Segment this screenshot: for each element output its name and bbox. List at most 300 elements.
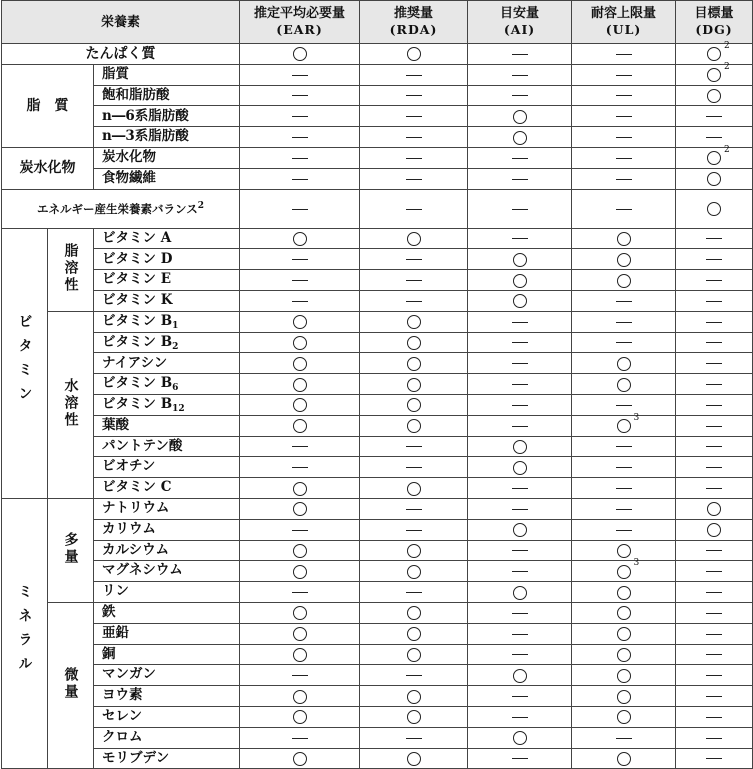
value-cell-rda bbox=[360, 582, 468, 603]
circle-mark bbox=[617, 688, 631, 704]
nutrient-name: ビタミン A bbox=[94, 228, 240, 249]
dash-icon bbox=[512, 696, 528, 697]
dash-mark bbox=[706, 314, 722, 330]
value-cell-ear bbox=[240, 290, 360, 311]
value-cell-rda bbox=[360, 228, 468, 249]
dash-mark bbox=[616, 459, 632, 475]
nutrient-name: リン bbox=[94, 582, 240, 603]
circle-mark bbox=[293, 750, 307, 766]
dash-mark bbox=[706, 272, 722, 288]
value-cell-ul bbox=[572, 85, 676, 106]
value-cell-ai bbox=[468, 748, 572, 769]
circle-mark bbox=[707, 201, 721, 217]
nutrient-name: ビタミン C bbox=[94, 478, 240, 499]
value-cell-dg bbox=[676, 270, 753, 291]
dietary-reference-intake-table bbox=[1, 0, 753, 769]
footnote-number: 2 bbox=[724, 144, 730, 155]
dash-mark bbox=[512, 46, 528, 62]
value-cell-ear bbox=[240, 64, 360, 85]
dash-icon bbox=[706, 363, 722, 364]
circle-mark bbox=[707, 144, 730, 166]
dash-icon bbox=[406, 675, 422, 676]
circle-icon bbox=[293, 232, 307, 246]
dash-mark bbox=[292, 201, 308, 217]
value-cell-ear bbox=[240, 478, 360, 499]
circle-icon bbox=[617, 648, 631, 662]
circle-mark bbox=[617, 412, 640, 434]
circle-mark bbox=[407, 314, 421, 330]
value-cell-ear bbox=[240, 168, 360, 189]
value-cell-dg bbox=[676, 748, 753, 769]
circle-mark bbox=[513, 584, 527, 600]
dash-icon bbox=[292, 75, 308, 76]
dash-mark bbox=[616, 522, 632, 538]
nutrient-name: カルシウム bbox=[94, 540, 240, 561]
dash-mark bbox=[292, 150, 308, 166]
circle-icon bbox=[407, 544, 421, 558]
circle-icon bbox=[617, 357, 631, 371]
nutrient-name: ヨウ素 bbox=[94, 686, 240, 707]
value-cell-rda bbox=[360, 436, 468, 457]
dash-icon bbox=[406, 467, 422, 468]
dash-mark bbox=[406, 87, 422, 103]
value-cell-ai bbox=[468, 270, 572, 291]
circle-mark bbox=[617, 709, 631, 725]
dash-mark bbox=[616, 334, 632, 350]
value-cell-ul bbox=[572, 478, 676, 499]
value-cell-dg bbox=[676, 540, 753, 561]
circle-mark bbox=[293, 605, 307, 621]
table-row bbox=[2, 189, 753, 228]
circle-icon bbox=[707, 172, 721, 186]
nutrient-name: ビタミン E bbox=[94, 270, 240, 291]
circle-mark bbox=[293, 626, 307, 642]
value-cell-dg bbox=[676, 290, 753, 311]
value-cell-rda bbox=[360, 686, 468, 707]
nutrient-name: セレン bbox=[94, 706, 240, 727]
value-cell-dg bbox=[676, 644, 753, 665]
circle-mark bbox=[293, 334, 307, 350]
value-cell-ai bbox=[468, 436, 572, 457]
value-cell-ai bbox=[468, 168, 572, 189]
dash-icon bbox=[512, 758, 528, 759]
dash-mark bbox=[292, 67, 308, 83]
value-cell-ul bbox=[572, 394, 676, 415]
value-cell-rda bbox=[360, 706, 468, 727]
circle-mark bbox=[407, 376, 421, 392]
nutrient-name: マンガン bbox=[94, 665, 240, 686]
dash-icon bbox=[616, 342, 632, 343]
table-row bbox=[2, 415, 753, 436]
nutrient-name: ビオチン bbox=[94, 457, 240, 478]
table-row bbox=[2, 540, 753, 561]
value-cell-ai bbox=[468, 228, 572, 249]
dash-icon bbox=[512, 342, 528, 343]
circle-icon bbox=[407, 398, 421, 412]
nutrient-name: カリウム bbox=[94, 519, 240, 540]
dash-mark bbox=[616, 150, 632, 166]
circle-mark bbox=[513, 129, 527, 145]
dash-mark bbox=[706, 750, 722, 766]
dash-mark bbox=[292, 251, 308, 267]
dash-icon bbox=[512, 158, 528, 159]
nutrient-name: 葉酸 bbox=[94, 415, 240, 436]
dash-mark bbox=[616, 480, 632, 496]
dash-mark bbox=[706, 334, 722, 350]
dash-icon bbox=[706, 488, 722, 489]
value-cell-dg bbox=[676, 665, 753, 686]
dash-mark bbox=[706, 129, 722, 145]
nutrient-name: たんぱく質 bbox=[2, 44, 240, 65]
value-cell-ai bbox=[468, 623, 572, 644]
value-cell-ear bbox=[240, 44, 360, 65]
value-cell-ear bbox=[240, 748, 360, 769]
dash-icon bbox=[292, 280, 308, 281]
dash-icon bbox=[616, 301, 632, 302]
circle-icon bbox=[513, 110, 527, 124]
circle-mark bbox=[513, 293, 527, 309]
value-cell-dg bbox=[676, 332, 753, 353]
circle-mark bbox=[407, 542, 421, 558]
dash-icon bbox=[512, 509, 528, 510]
circle-mark bbox=[617, 667, 631, 683]
table-row bbox=[2, 249, 753, 270]
value-cell-dg bbox=[676, 561, 753, 582]
table-row bbox=[2, 290, 753, 311]
dash-icon bbox=[706, 322, 722, 323]
dash-mark bbox=[706, 397, 722, 413]
value-cell-rda bbox=[360, 394, 468, 415]
dash-icon bbox=[292, 158, 308, 159]
circle-icon bbox=[407, 378, 421, 392]
circle-mark bbox=[513, 459, 527, 475]
value-cell-ai bbox=[468, 665, 572, 686]
dash-mark bbox=[706, 584, 722, 600]
circle-mark bbox=[293, 501, 307, 517]
nutrient-name: 飽和脂肪酸 bbox=[94, 85, 240, 106]
value-cell-dg bbox=[676, 61, 753, 85]
dash-icon bbox=[406, 95, 422, 96]
dash-mark bbox=[616, 501, 632, 517]
group-mineral: ミネラル bbox=[2, 498, 48, 768]
circle-icon bbox=[407, 419, 421, 433]
value-cell-ul bbox=[572, 249, 676, 270]
value-cell-rda bbox=[360, 85, 468, 106]
dash-icon bbox=[706, 675, 722, 676]
value-cell-rda bbox=[360, 127, 468, 148]
dash-mark bbox=[406, 171, 422, 187]
value-cell-dg bbox=[676, 394, 753, 415]
circle-mark bbox=[617, 251, 631, 267]
dash-icon bbox=[292, 179, 308, 180]
dash-mark bbox=[406, 522, 422, 538]
value-cell-dg bbox=[676, 519, 753, 540]
dash-mark bbox=[512, 376, 528, 392]
dash-mark bbox=[706, 667, 722, 683]
table-row bbox=[2, 498, 753, 519]
dash-icon bbox=[706, 405, 722, 406]
table-row bbox=[2, 311, 753, 332]
value-cell-ul bbox=[572, 623, 676, 644]
dash-mark bbox=[292, 667, 308, 683]
value-cell-ul bbox=[572, 290, 676, 311]
nutrient-name: 食物繊維 bbox=[94, 168, 240, 189]
circle-icon bbox=[293, 544, 307, 558]
value-cell-ul bbox=[572, 374, 676, 395]
circle-icon bbox=[407, 606, 421, 620]
circle-icon bbox=[293, 502, 307, 516]
dash-mark bbox=[406, 459, 422, 475]
value-cell-dg bbox=[676, 106, 753, 127]
value-cell-ear bbox=[240, 561, 360, 582]
dash-icon bbox=[512, 75, 528, 76]
value-cell-ul bbox=[572, 706, 676, 727]
dash-mark bbox=[512, 418, 528, 434]
dash-icon bbox=[292, 95, 308, 96]
value-cell-rda bbox=[360, 249, 468, 270]
dash-mark bbox=[406, 584, 422, 600]
table-row bbox=[2, 353, 753, 374]
value-cell-ear bbox=[240, 582, 360, 603]
dash-icon bbox=[512, 322, 528, 323]
dash-mark bbox=[512, 355, 528, 371]
dash-mark bbox=[512, 201, 528, 217]
circle-mark bbox=[617, 376, 631, 392]
table-row bbox=[2, 686, 753, 707]
table-row bbox=[2, 623, 753, 644]
table-row bbox=[2, 478, 753, 499]
dash-mark bbox=[406, 129, 422, 145]
value-cell-rda bbox=[360, 457, 468, 478]
dash-icon bbox=[706, 238, 722, 239]
circle-icon bbox=[293, 606, 307, 620]
nutrient-name: パントテン酸 bbox=[94, 436, 240, 457]
circle-mark bbox=[293, 646, 307, 662]
value-cell-ul bbox=[572, 106, 676, 127]
circle-mark bbox=[617, 750, 631, 766]
value-cell-ai bbox=[468, 290, 572, 311]
value-cell-ai bbox=[468, 498, 572, 519]
dash-icon bbox=[512, 238, 528, 239]
dash-icon bbox=[292, 137, 308, 138]
dash-mark bbox=[406, 150, 422, 166]
dash-icon bbox=[616, 738, 632, 739]
group-lipid: 脂 質 bbox=[2, 64, 94, 147]
value-cell-dg bbox=[676, 457, 753, 478]
value-cell-ear bbox=[240, 498, 360, 519]
dash-icon bbox=[616, 116, 632, 117]
circle-mark bbox=[617, 558, 640, 579]
dash-mark bbox=[706, 230, 722, 246]
dash-mark bbox=[292, 584, 308, 600]
dash-icon bbox=[706, 654, 722, 655]
dash-icon bbox=[706, 259, 722, 260]
value-cell-ai bbox=[468, 106, 572, 127]
value-cell-dg bbox=[676, 374, 753, 395]
circle-mark bbox=[707, 87, 721, 103]
value-cell-ul bbox=[572, 228, 676, 249]
nutrient-name: マグネシウム bbox=[94, 561, 240, 582]
group-fat-soluble: 脂溶性 bbox=[48, 228, 94, 311]
value-cell-ai bbox=[468, 353, 572, 374]
value-cell-rda bbox=[360, 602, 468, 623]
dash-mark bbox=[616, 87, 632, 103]
circle-icon bbox=[707, 89, 721, 103]
dash-icon bbox=[616, 488, 632, 489]
value-cell-ear bbox=[240, 332, 360, 353]
dash-mark bbox=[706, 709, 722, 725]
header-dg: 目標量 (DG) bbox=[676, 1, 753, 44]
circle-mark bbox=[513, 251, 527, 267]
dash-icon bbox=[706, 717, 722, 718]
value-cell-ai bbox=[468, 64, 572, 85]
circle-mark bbox=[293, 542, 307, 558]
value-cell-ul bbox=[572, 44, 676, 65]
circle-mark bbox=[293, 376, 307, 392]
value-cell-ear bbox=[240, 727, 360, 748]
value-cell-ai bbox=[468, 311, 572, 332]
circle-mark bbox=[407, 605, 421, 621]
dash-mark bbox=[406, 501, 422, 517]
value-cell-dg bbox=[676, 582, 753, 603]
dash-mark bbox=[512, 542, 528, 558]
group-macro: 多量 bbox=[48, 498, 94, 602]
value-cell-ai bbox=[468, 561, 572, 582]
table-row bbox=[2, 85, 753, 106]
value-cell-ear bbox=[240, 394, 360, 415]
dash-mark bbox=[512, 626, 528, 642]
dash-mark bbox=[706, 418, 722, 434]
dash-mark bbox=[616, 293, 632, 309]
dash-icon bbox=[616, 75, 632, 76]
circle-icon bbox=[617, 710, 631, 724]
circle-mark bbox=[293, 46, 307, 62]
group-vitamin: ビタミン bbox=[2, 228, 48, 498]
value-cell-rda bbox=[360, 519, 468, 540]
header-ear: 推定平均必要量 (EAR) bbox=[240, 1, 360, 44]
nutrient-name: ナトリウム bbox=[94, 498, 240, 519]
circle-mark bbox=[513, 522, 527, 538]
table-row bbox=[2, 127, 753, 148]
dash-icon bbox=[706, 738, 722, 739]
circle-icon bbox=[293, 752, 307, 766]
value-cell-rda bbox=[360, 64, 468, 85]
dash-mark bbox=[512, 397, 528, 413]
circle-icon bbox=[513, 253, 527, 267]
dash-mark bbox=[512, 230, 528, 246]
dash-mark bbox=[706, 730, 722, 746]
dash-icon bbox=[512, 550, 528, 551]
value-cell-ai bbox=[468, 394, 572, 415]
circle-icon bbox=[293, 378, 307, 392]
value-cell-ai bbox=[468, 478, 572, 499]
dash-icon bbox=[406, 75, 422, 76]
circle-icon bbox=[293, 565, 307, 579]
nutrient-name: クロム bbox=[94, 727, 240, 748]
table-row bbox=[2, 748, 753, 769]
value-cell-ul bbox=[572, 686, 676, 707]
value-cell-ul bbox=[572, 64, 676, 85]
value-cell-rda bbox=[360, 478, 468, 499]
circle-mark bbox=[407, 480, 421, 496]
dash-mark bbox=[512, 87, 528, 103]
circle-icon bbox=[293, 357, 307, 371]
value-cell-ai bbox=[468, 706, 572, 727]
value-cell-ear bbox=[240, 249, 360, 270]
dash-mark bbox=[406, 67, 422, 83]
dash-icon bbox=[406, 116, 422, 117]
value-cell-dg bbox=[676, 415, 753, 436]
dash-icon bbox=[406, 301, 422, 302]
dash-icon bbox=[616, 137, 632, 138]
value-cell-dg bbox=[676, 478, 753, 499]
circle-icon bbox=[617, 378, 631, 392]
value-cell-ai bbox=[468, 644, 572, 665]
value-cell-ai bbox=[468, 457, 572, 478]
dash-icon bbox=[292, 301, 308, 302]
circle-icon bbox=[617, 274, 631, 288]
value-cell-dg bbox=[676, 436, 753, 457]
dash-mark bbox=[406, 667, 422, 683]
value-cell-ul bbox=[572, 558, 676, 582]
dash-icon bbox=[406, 530, 422, 531]
dash-mark bbox=[406, 251, 422, 267]
circle-icon bbox=[293, 398, 307, 412]
circle-icon bbox=[617, 544, 631, 558]
value-cell-ul bbox=[572, 412, 676, 436]
nutrient-name: n―6系脂肪酸 bbox=[94, 106, 240, 127]
value-cell-rda bbox=[360, 644, 468, 665]
value-cell-dg bbox=[676, 686, 753, 707]
dash-icon bbox=[616, 446, 632, 447]
dash-icon bbox=[706, 342, 722, 343]
dash-icon bbox=[512, 405, 528, 406]
table-row bbox=[2, 561, 753, 582]
dash-icon bbox=[706, 696, 722, 697]
dash-mark bbox=[706, 293, 722, 309]
value-cell-ul bbox=[572, 540, 676, 561]
value-cell-ear bbox=[240, 519, 360, 540]
circle-icon bbox=[617, 419, 631, 433]
circle-icon bbox=[707, 502, 721, 516]
dash-icon bbox=[512, 717, 528, 718]
circle-icon bbox=[513, 731, 527, 745]
dash-mark bbox=[512, 480, 528, 496]
value-cell-ear bbox=[240, 147, 360, 168]
group-trace: 微量 bbox=[48, 602, 94, 768]
table-row bbox=[2, 727, 753, 748]
dash-mark bbox=[706, 251, 722, 267]
dash-mark bbox=[512, 150, 528, 166]
value-cell-ear bbox=[240, 189, 360, 228]
value-cell-ai bbox=[468, 415, 572, 436]
circle-icon bbox=[617, 586, 631, 600]
dash-icon bbox=[706, 592, 722, 593]
nutrient-name: 炭水化物 bbox=[94, 147, 240, 168]
circle-icon bbox=[407, 336, 421, 350]
value-cell-dg bbox=[676, 602, 753, 623]
circle-mark bbox=[407, 230, 421, 246]
dash-icon bbox=[512, 384, 528, 385]
dash-mark bbox=[616, 201, 632, 217]
dash-icon bbox=[406, 158, 422, 159]
circle-mark bbox=[293, 230, 307, 246]
nutrient-name: ビタミン K bbox=[94, 290, 240, 311]
circle-icon bbox=[617, 565, 631, 579]
circle-mark bbox=[407, 626, 421, 642]
value-cell-ai bbox=[468, 519, 572, 540]
dash-icon bbox=[616, 530, 632, 531]
